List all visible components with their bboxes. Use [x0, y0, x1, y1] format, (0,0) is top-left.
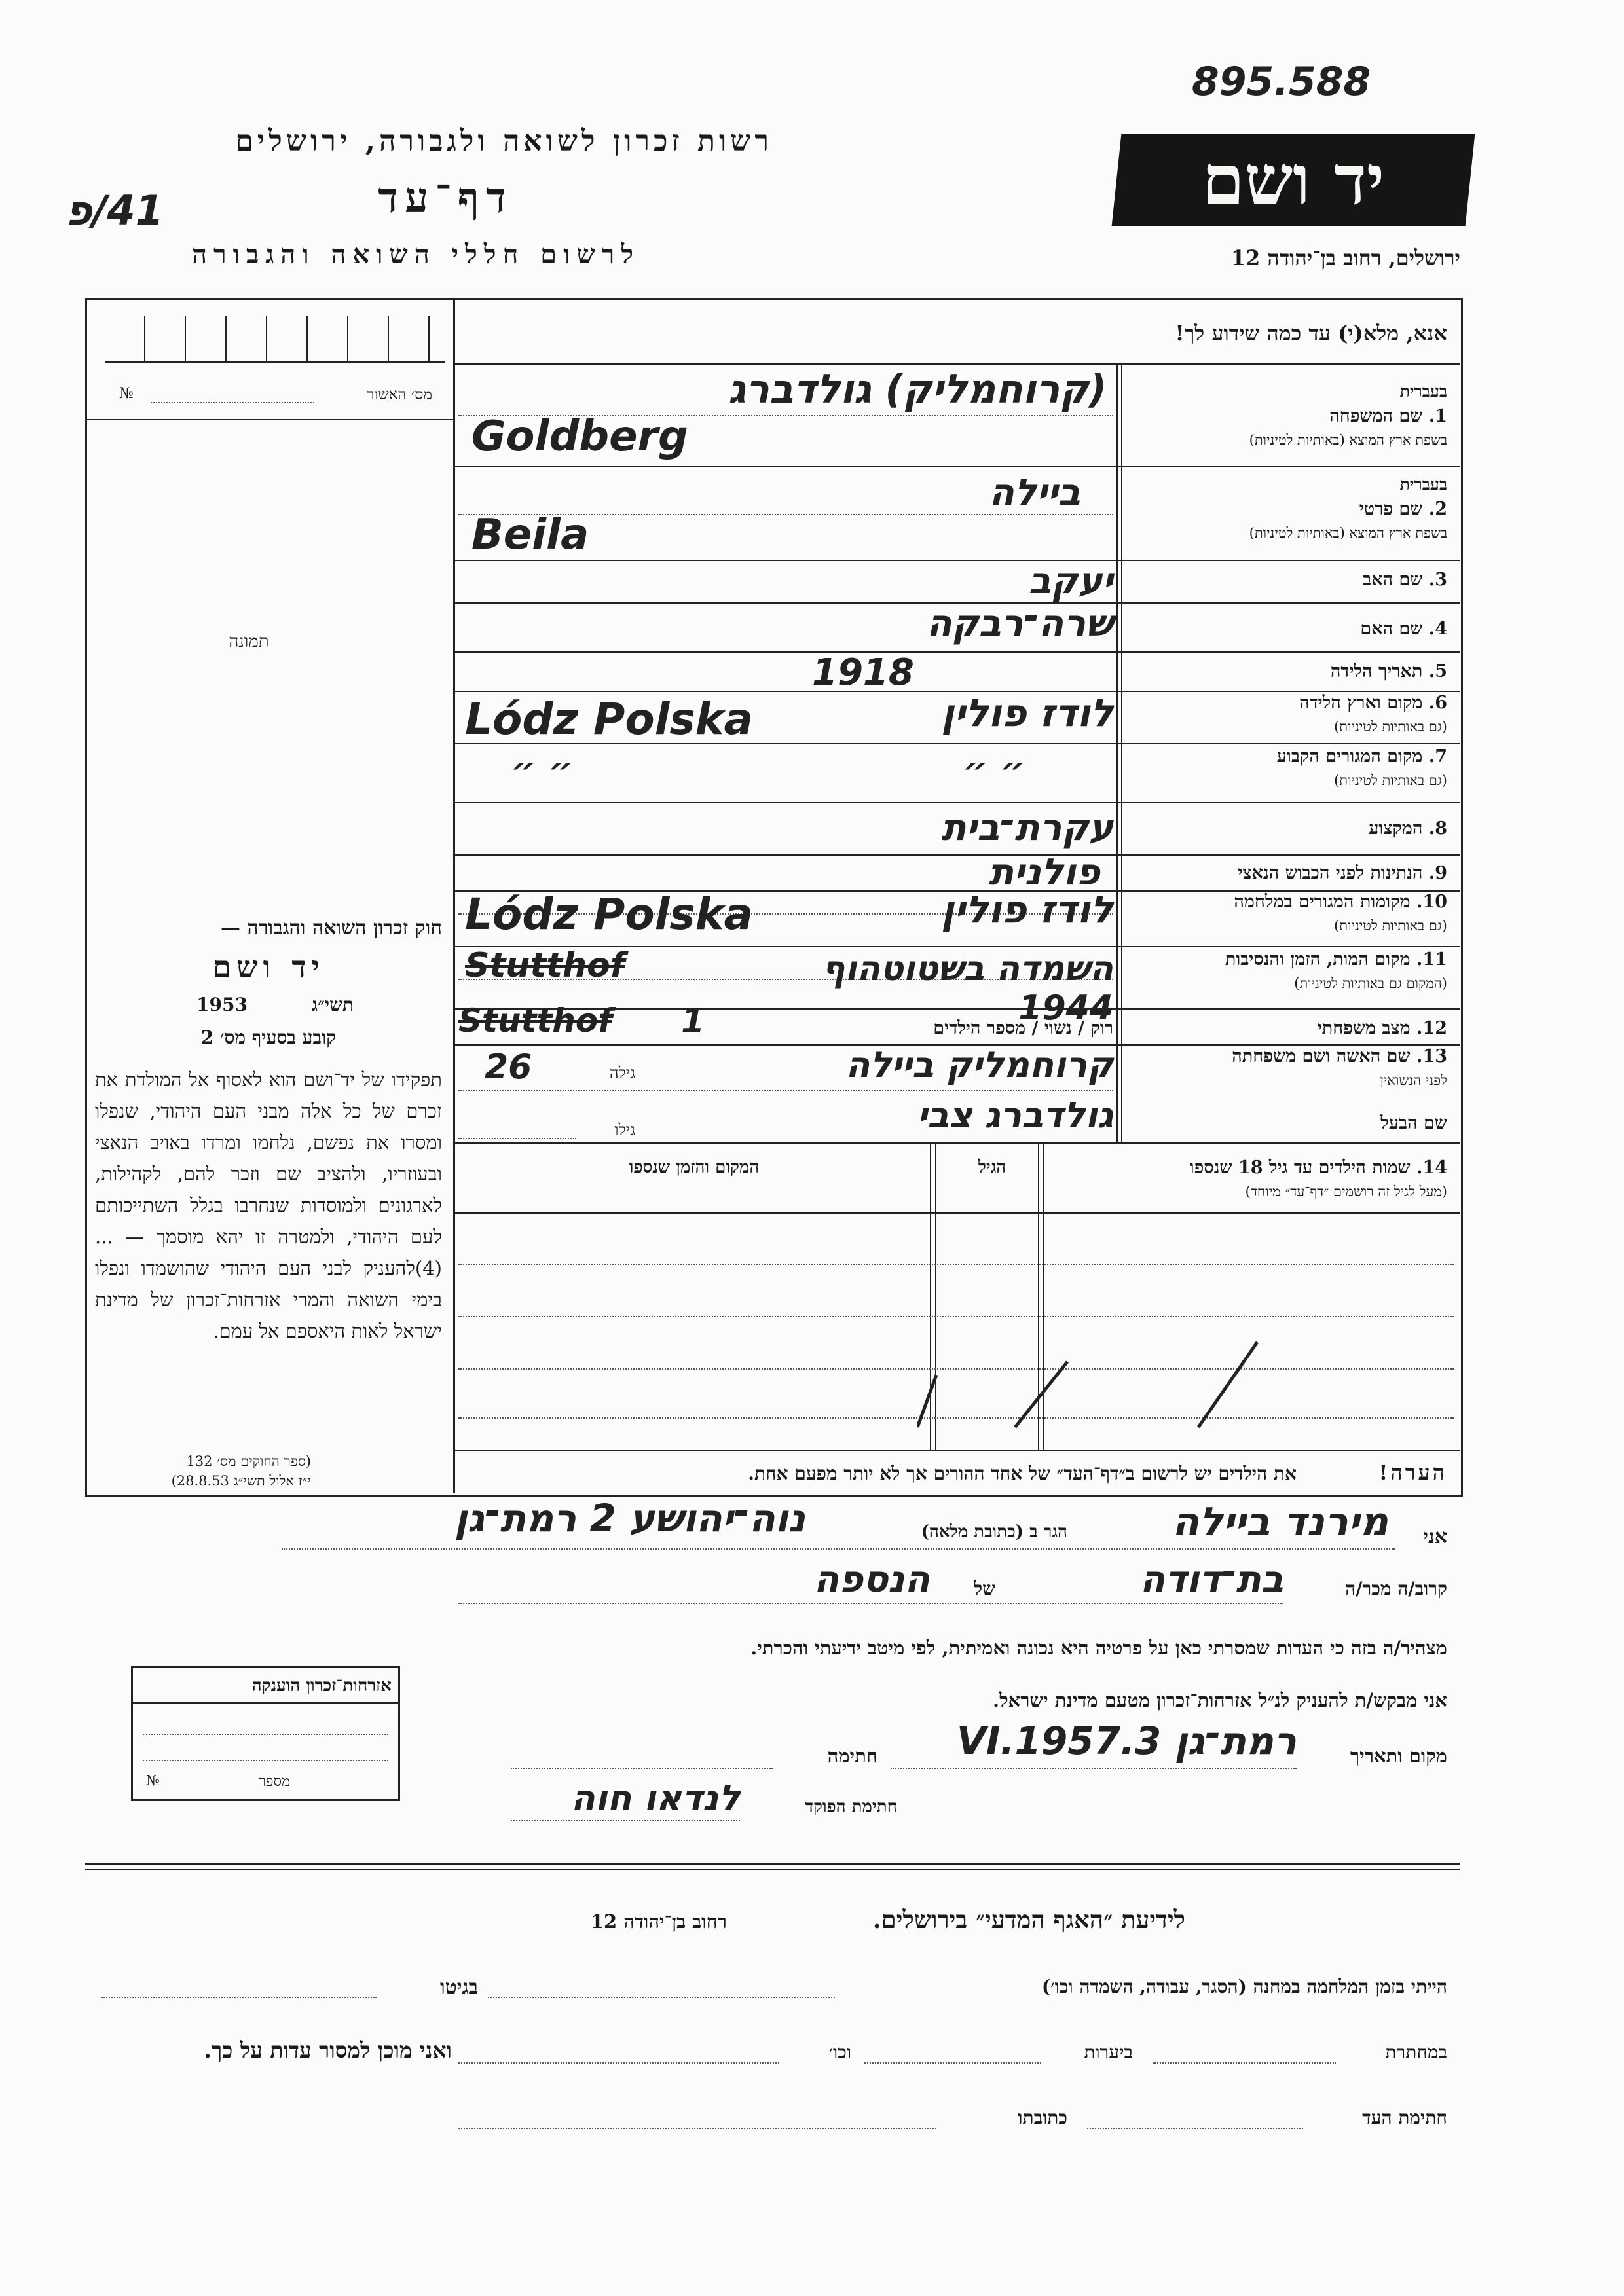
header-address: ירושלים, רחוב בן־יהודה 12 — [1230, 246, 1460, 270]
law-section: קובע בסעיף מס׳ 2 — [200, 1027, 337, 1048]
f6-latin-value: Lódz Polska — [465, 694, 754, 744]
f6-hebrew-value: לודז פולין — [941, 691, 1113, 735]
f2-sub: בשפת ארץ המוצא (באותיות לטיניות) — [1249, 525, 1447, 541]
f14-age-header: הגיל — [978, 1157, 1006, 1177]
footer-title: לידיעת ״האגף המדעי״ בירושלים. — [872, 1905, 1185, 1934]
f7-value-heb: ״ ״ — [963, 750, 1025, 791]
decl-place-date: רמת־גן 3.VI.1957 — [957, 1719, 1297, 1763]
f9-label: 9. הנתינות לפני הכבוש הנאצי — [1238, 863, 1447, 883]
f11-sub: (המקום גם באותיות לטיניות) — [1294, 975, 1447, 991]
law-year-row — [196, 994, 354, 1016]
footer-address: רחוב בן־יהודה 12 — [590, 1910, 727, 1933]
footer-witness-signature: חתימת העד — [1362, 2107, 1447, 2128]
form-subtitle: לרשום חללי השואה והגבורה — [191, 239, 640, 270]
f12-options: רוק / נשוי / מספר הילדים — [933, 1018, 1113, 1038]
decl-resides-label: הגר ב (כתובת מלאה) — [921, 1522, 1067, 1542]
f8-value: עקרת־בית — [941, 807, 1113, 849]
husband-label: שם הבעל — [1380, 1113, 1447, 1133]
f11-hebrew-value: השמדה בשטוטהוף 1944 — [822, 949, 1113, 1028]
f13-sub: לפני הנשואין — [1380, 1072, 1447, 1088]
decl-official-label: חתימת הפוקד — [805, 1797, 897, 1817]
f1-hebrew-value: (קרוחמליק) גולדברג — [728, 367, 1107, 412]
f6-sub: (גם באותיות לטיניות) — [1334, 719, 1447, 735]
f5-value: 1918 — [812, 651, 914, 694]
f7-label: 7. מקום המגורים הקבוע — [1276, 746, 1447, 767]
decl-relative-label: קרוב/ה מכר/ה — [1345, 1578, 1447, 1599]
f10-latin-value: Lódz Polska — [465, 889, 754, 939]
f13-value: קרוחמליק ביילה — [845, 1044, 1113, 1085]
f4-value: שרה־רבקה — [927, 602, 1113, 645]
f3-label: 3. שם האב — [1363, 570, 1447, 590]
citizenship-box — [131, 1666, 400, 1801]
f6-label: 6. מקום וארץ הלידה — [1299, 693, 1447, 713]
f5-label: 5. תאריך הלידה — [1330, 661, 1447, 682]
decl-statement: מצהיר/ה בזה כי העדות שמסרתי כאן על פרטיה היא נכונה ואמיתית, לפי מיטב ידיעתי והכרתי. — [750, 1637, 1447, 1659]
f12-label: 12. מצב משפחתי — [1317, 1018, 1447, 1038]
approval-boxes — [105, 316, 445, 363]
decl-deceased: הנספה — [813, 1558, 930, 1601]
approval-label: מס׳ האשור — [367, 386, 432, 403]
f14-sub: (מעל לגיל זה רושמים ״דף־עד״ מיוחד) — [1245, 1184, 1447, 1199]
f2-hebrew-value: ביילה — [989, 471, 1080, 514]
f7-sub: (גם באותיות לטיניות) — [1334, 773, 1447, 788]
footer-ghetto: בגיטו — [439, 1976, 478, 1999]
form-title: דף־עד — [378, 173, 513, 223]
f13-age-label: גילה — [609, 1064, 635, 1082]
f12-struck-place: Stutthof — [458, 1002, 613, 1040]
footer-etc: וכו׳ — [828, 2041, 851, 2063]
decl-official-signature: לנדאו חוה — [570, 1777, 740, 1819]
law-text: תפקידו של יד־ושם הוא לאסוף אל המולדת את זכרם של כל אלה מבני העם היהודי, שנפלו ומסרו את נפשם, נלחמו ומרדו באויב הנאצי ובעוזריו, ולהציב שם וזכר להם, לקהילות, לארגונים ולמוסדות שנחרבו בגלל השתייכותם לעם היהודי, ולמטרה זו יהא מוסמך — ...(4)להעניק לבני העם היהודי שהושמדו ונפלו בימי השואה והמרי אזרחות־זכרון של מדינת ישראל לאות היאספם אל עמם. — [95, 1068, 442, 1342]
decl-signature-label: חתימה — [827, 1745, 877, 1767]
f14-place-header: המקום והזמן שנספו — [629, 1157, 760, 1177]
decl-place-date-label: מקום ותאריך — [1350, 1745, 1447, 1767]
f10-label: 10. מקומות המגורים במלחמה — [1234, 892, 1447, 912]
footer-his-address: כתובתו — [1018, 2107, 1067, 2128]
footer-ready: ואני מוכן למסור עדות על כך. — [204, 2037, 452, 2063]
f1-sub: בשפת ארץ המוצא (באותיות לטיניות) — [1249, 432, 1447, 448]
f2-label: 2. שם פרטי — [1359, 499, 1447, 519]
citizenship-number: מספר — [259, 1774, 290, 1790]
logo-text: יד ושם — [1202, 139, 1385, 220]
f10-sub: (גם באותיות לטיניות) — [1334, 918, 1447, 934]
law-year: 1953 — [196, 994, 248, 1015]
footer-underground: במחתרת — [1385, 2041, 1447, 2063]
law-year-heb: תשי״ג — [311, 994, 354, 1015]
f10-hebrew-value: לודז פולין — [941, 887, 1113, 932]
f7-value-lat: ״ ״ — [511, 750, 574, 791]
f2-latin-value: Beila — [471, 511, 589, 559]
approval-no: № — [119, 385, 134, 402]
side-mark: 41/פ — [65, 187, 164, 234]
law-ref-2: י״ז אלול תשי״ג 28.8.53) — [171, 1473, 311, 1489]
photo-label: תמונה — [229, 632, 269, 651]
child-row-cancel-marks — [917, 1231, 1441, 1453]
authority-name: רשות זכרון לשואה ולגבורה, ירושלים — [235, 124, 773, 158]
decl-declarant: מירנד ביילה — [1172, 1499, 1388, 1545]
law-name: יד ושם — [212, 949, 325, 985]
instruction: אנא, מלא(י) עד כמה שידוע לך! — [1175, 321, 1447, 346]
f11-label: 11. מקום המות, הזמן והנסיבות — [1225, 949, 1447, 970]
f13-age: 26 — [485, 1048, 532, 1087]
f3-value: יעקב — [1028, 560, 1113, 602]
f1-label: 1. שם המשפחה — [1329, 406, 1447, 426]
yad-vashem-logo — [1112, 134, 1475, 226]
f4-label: 4. שם האם — [1360, 619, 1447, 639]
husband-age-label: גילו — [614, 1121, 635, 1139]
f2-in-hebrew: בעברית — [1399, 475, 1447, 494]
f13-label: 13. שם האשה ושם משפחתה — [1232, 1046, 1447, 1066]
law-ref-1: (ספר החוקים מס׳ 132 — [186, 1453, 311, 1469]
note-label: הערה! — [1378, 1460, 1447, 1485]
decl-of-label: של — [974, 1578, 995, 1599]
law-title: חוק זכרון השואה והגבורה — — [221, 917, 442, 939]
f8-label: 8. המקצוע — [1369, 818, 1447, 839]
decl-request: אני מבקש/ת להעניק לנ״ל אזרחות־זכרון מטעם מדינת ישראל. — [993, 1689, 1447, 1711]
f1-latin-value: Goldberg — [471, 412, 688, 461]
citizenship-no: № — [146, 1773, 160, 1789]
note-text: את הילדים יש לרשום ב״דף־העד״ של אחד ההורים אך לא יותר מפעם אחת. — [748, 1463, 1297, 1484]
f9-value: פולנית — [988, 851, 1100, 894]
f12-children: 1 — [681, 1002, 705, 1041]
f1-in-hebrew: בעברית — [1399, 382, 1447, 401]
citizenship-title: אזרחות־זכרון הוענקה — [251, 1676, 392, 1696]
f14-label: 14. שמות הילדים עד גיל 18 שנספו — [1189, 1157, 1447, 1178]
husband-value: גולדברג צבי — [917, 1095, 1113, 1136]
footer-camp-line: הייתי בזמן המלחמה במחנה (הסגר, עבודה, השמדה וכו׳) — [1041, 1976, 1447, 1997]
decl-address: נוה־יהושע 2 רמת־גן — [454, 1496, 805, 1540]
footer-forests: ביערות — [1084, 2041, 1133, 2063]
decl-i-label: אני — [1423, 1525, 1447, 1548]
decl-relation: בת־דודה — [1139, 1558, 1283, 1601]
f11-latin-value: Stutthof — [465, 946, 625, 985]
file-number: 895.588 — [1192, 59, 1371, 105]
